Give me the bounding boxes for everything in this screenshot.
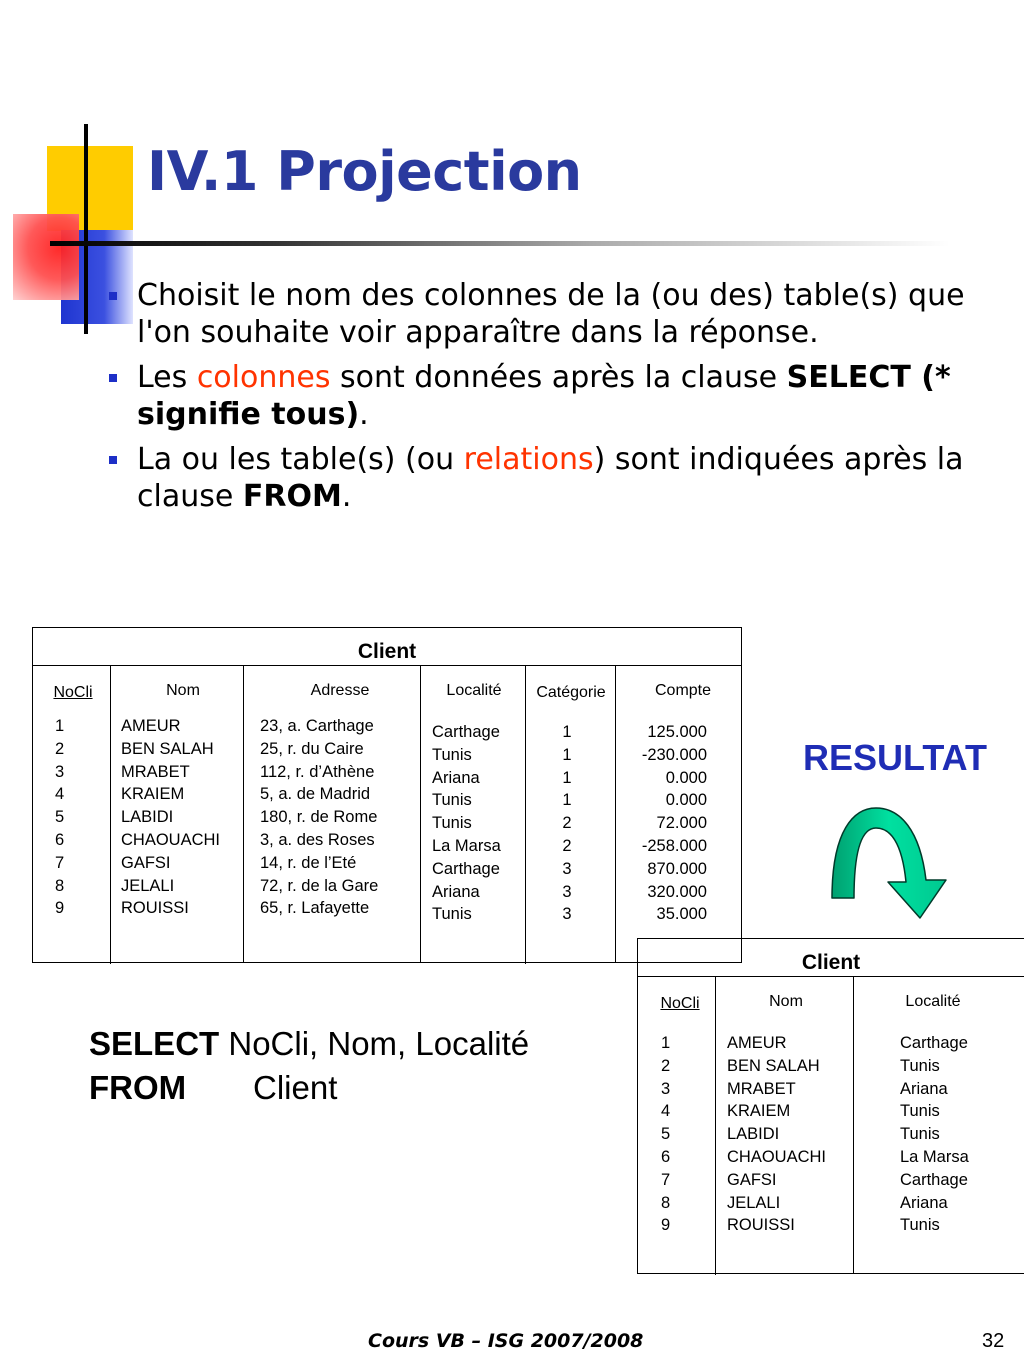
table-cell: 3 xyxy=(562,905,572,924)
bold-term: SELECT (* signifie tous) xyxy=(137,360,951,432)
table-cell: ROUISSI xyxy=(727,1216,795,1235)
table-cell: 3 xyxy=(562,859,572,878)
table-cell: 0.000 xyxy=(665,791,707,810)
table-cell: Tunis xyxy=(900,1125,940,1144)
header-localite: Localité xyxy=(446,682,502,699)
column-adresse xyxy=(260,715,378,920)
table-cell: -230.000 xyxy=(641,745,707,764)
table-cell: 14, r. de l’Eté xyxy=(260,853,357,872)
table-cell: 5, a. de Madrid xyxy=(260,785,371,804)
bold-term: FROM xyxy=(242,479,342,514)
table-cell: 0.000 xyxy=(665,768,707,787)
table-cell: 8 xyxy=(55,876,65,895)
column-divider xyxy=(243,666,244,962)
from-line xyxy=(89,1066,529,1110)
column-nom xyxy=(727,1032,826,1237)
table-cell: 3 xyxy=(55,762,65,781)
column-localite xyxy=(900,1032,969,1237)
table-cell: GAFSI xyxy=(727,1170,777,1189)
table-cell: 23, a. Carthage xyxy=(260,717,374,735)
table-cell: 6 xyxy=(55,830,65,849)
table-cell: 4 xyxy=(661,1102,671,1121)
table-divider xyxy=(33,665,741,666)
table-cell: AMEUR xyxy=(121,717,181,735)
table-cell: Ariana xyxy=(432,768,480,787)
table-cell: 2 xyxy=(562,814,572,833)
table-cell: CHAOUACHI xyxy=(727,1147,827,1166)
select-line xyxy=(89,1022,529,1066)
table-cell: Ariana xyxy=(900,1079,948,1098)
table-cell: 5 xyxy=(661,1125,671,1144)
header-categorie: Catégorie xyxy=(536,684,606,701)
header-localite: Localité xyxy=(905,993,961,1010)
table-cell: Tunis xyxy=(432,905,472,924)
table-cell: 9 xyxy=(661,1216,671,1235)
table-cell: 3 xyxy=(661,1079,671,1098)
table-cell: -258.000 xyxy=(641,836,707,855)
table-divider xyxy=(638,976,1024,977)
table-cell: La Marsa xyxy=(432,836,501,855)
table-cell: 25, r. du Caire xyxy=(260,739,364,758)
table-cell: 112, r. d’Athène xyxy=(260,762,375,781)
select-keyword: SELECT xyxy=(89,1025,220,1062)
table-cell: LABIDI xyxy=(121,808,174,827)
bullet-text: ) sont indiquées après la clause xyxy=(137,442,964,514)
table-cell: BEN SALAH xyxy=(121,739,214,758)
header-nom: Nom xyxy=(166,682,200,699)
bullet-item xyxy=(105,277,985,351)
decor-horizontal-line xyxy=(50,241,950,246)
header-adresse: Adresse xyxy=(310,682,370,699)
table-cell: 1 xyxy=(562,791,572,810)
table-cell: Carthage xyxy=(900,1034,968,1052)
header-nocli: NoCli xyxy=(660,995,700,1012)
table-cell: 5 xyxy=(55,808,65,827)
bullet-item xyxy=(105,359,985,433)
table-title: Client xyxy=(801,951,861,974)
table-cell: 35.000 xyxy=(656,905,707,924)
page-number: 32 xyxy=(982,1330,1005,1352)
bullet-square-icon xyxy=(109,292,117,300)
from-keyword: FROM xyxy=(89,1069,187,1106)
table-cell: 1 xyxy=(562,723,572,741)
table-cell: GAFSI xyxy=(121,853,171,872)
client-table xyxy=(32,627,742,963)
table-cell: 7 xyxy=(661,1170,671,1189)
bullet-list xyxy=(105,277,985,523)
select-columns: NoCli, Nom, Localité xyxy=(219,1025,530,1062)
bullet-square-icon xyxy=(109,456,117,464)
table-cell: 870.000 xyxy=(647,859,707,878)
column-divider xyxy=(420,666,421,962)
table-cell: 125.000 xyxy=(647,723,707,741)
table-cell: 2 xyxy=(55,739,65,758)
column-nom xyxy=(121,715,220,920)
table-cell: 65, r. Lafayette xyxy=(260,899,370,918)
table-cell: KRAIEM xyxy=(121,785,185,804)
table-cell: Tunis xyxy=(900,1216,940,1235)
table-cell: JELALI xyxy=(121,876,175,895)
bullet-square-icon xyxy=(109,374,117,382)
table-cell: Tunis xyxy=(900,1102,940,1121)
bullet-text: Choisit le nom des colonnes de la (ou des) table(s) que l'on souhaite voir apparaître dans la réponse. xyxy=(137,278,965,350)
table-cell: Tunis xyxy=(432,745,472,764)
column-compte xyxy=(623,721,707,926)
table-cell: 8 xyxy=(661,1193,671,1212)
table-cell: 6 xyxy=(661,1147,671,1166)
curved-arrow-icon xyxy=(820,800,970,925)
table-cell: CHAOUACHI xyxy=(121,830,221,849)
bullet-text: Les xyxy=(137,360,197,395)
table-cell: LABIDI xyxy=(727,1125,780,1144)
column-divider xyxy=(715,977,716,1275)
table-cell: 2 xyxy=(661,1056,671,1075)
table-cell: Tunis xyxy=(900,1056,940,1075)
table-cell: Carthage xyxy=(900,1170,968,1189)
table-cell: Ariana xyxy=(432,882,480,901)
column-divider xyxy=(615,666,616,962)
column-divider xyxy=(110,666,111,964)
table-cell: BEN SALAH xyxy=(727,1056,820,1075)
column-divider xyxy=(525,666,526,964)
table-cell: Carthage xyxy=(432,723,500,741)
table-cell: 1 xyxy=(661,1034,671,1052)
column-categorie xyxy=(549,721,585,926)
bullet-text: sont données après la clause xyxy=(330,360,787,395)
table-cell: MRABET xyxy=(727,1079,796,1098)
result-table xyxy=(637,938,1024,1274)
table-cell: AMEUR xyxy=(727,1034,787,1052)
table-title: Client xyxy=(357,640,417,663)
table-cell: 1 xyxy=(55,717,65,735)
sql-query xyxy=(89,1022,529,1110)
bullet-text: La ou les table(s) (ou xyxy=(137,442,464,477)
column-nocli xyxy=(55,715,64,920)
table-cell: 4 xyxy=(55,785,65,804)
result-label: RESULTAT xyxy=(803,737,987,778)
footer-text: Cours VB – ISG 2007/2008 xyxy=(368,1330,644,1352)
table-cell: KRAIEM xyxy=(727,1102,791,1121)
table-cell: 180, r. de Rome xyxy=(260,808,378,827)
table-cell: 2 xyxy=(562,836,572,855)
column-localite xyxy=(432,721,501,926)
column-divider xyxy=(853,977,854,1273)
table-cell: 3 xyxy=(562,882,572,901)
column-nocli xyxy=(661,1032,670,1237)
table-cell: 320.000 xyxy=(647,882,707,901)
table-cell: 3, a. des Roses xyxy=(260,830,375,849)
table-cell: MRABET xyxy=(121,762,190,781)
bullet-text: . xyxy=(341,479,352,514)
from-table: Client xyxy=(253,1069,338,1106)
table-cell: ROUISSI xyxy=(121,899,189,918)
table-cell: 1 xyxy=(562,745,572,764)
bullet-text: . xyxy=(359,397,369,432)
table-cell: Carthage xyxy=(432,859,500,878)
table-cell: 1 xyxy=(562,768,572,787)
slide-title: IV.1 Projection xyxy=(147,140,582,203)
decor-red-square xyxy=(13,214,79,300)
highlight-term: relations xyxy=(463,442,594,477)
table-cell: JELALI xyxy=(727,1193,781,1212)
table-cell: Tunis xyxy=(432,791,472,810)
bullet-item xyxy=(105,441,985,515)
header-compte: Compte xyxy=(654,682,712,699)
table-cell: 9 xyxy=(55,899,65,918)
table-cell: Tunis xyxy=(432,814,472,833)
table-cell: 72.000 xyxy=(656,814,707,833)
header-nocli: NoCli xyxy=(53,684,93,701)
table-cell: 72, r. de la Gare xyxy=(260,876,379,895)
table-cell: La Marsa xyxy=(900,1147,969,1166)
highlight-term: colonnes xyxy=(196,360,331,395)
decor-vertical-line xyxy=(84,124,88,334)
header-nom: Nom xyxy=(769,993,803,1010)
table-cell: 7 xyxy=(55,853,65,872)
table-cell: Ariana xyxy=(900,1193,948,1212)
